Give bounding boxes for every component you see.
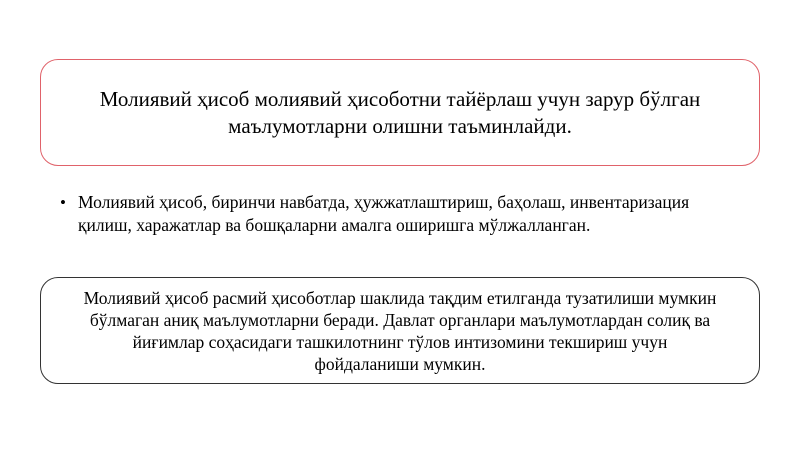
bullet-item [60,191,700,237]
bullet-dot-icon: • [60,193,66,212]
bottom-statement-text: Молиявий ҳисоб расмий ҳисоботлар шаклида тақдим етилганда тузатилиши мумкин бўлмаган аниқ маълумотларни беради. Давлат органлари маълумотлардан солиқ ва йиғимлар соҳасидаги ташкилотнинг тўлов интизомини текшириш учун фойдаланиши мумкин. [83,287,717,374]
top-statement-box [40,59,760,166]
bottom-statement-box [40,277,760,384]
bullet-text: Молиявий ҳисоб, биринчи навбатда, ҳужжатлаштириш, баҳолаш, инвентаризация қилиш, харажатлар ва бошқаларни амалга оширишга мўлжалланган. [78,192,690,235]
top-statement-text: Молиявий ҳисоб молиявий ҳисоботни тайёрлаш учун зарур бўлган маълумотларни олишни таъминлайди. [99,86,701,138]
